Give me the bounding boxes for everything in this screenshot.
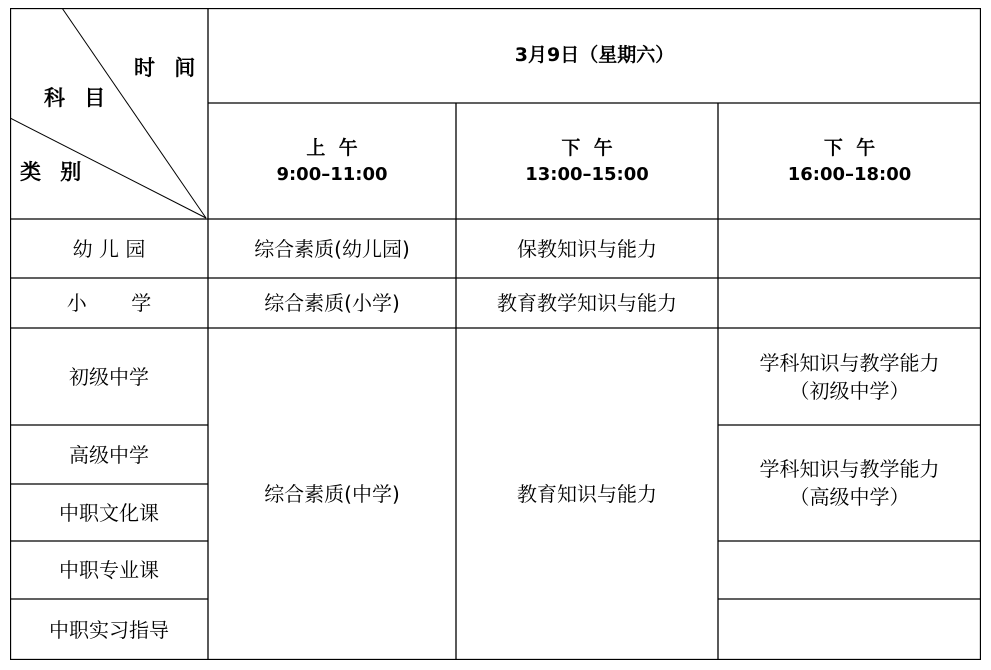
category-vocational-major: 中职专业课 <box>59 558 159 582</box>
junior-subject-knowledge <box>718 328 981 425</box>
category-vocational-culture: 中职文化课 <box>59 500 159 525</box>
session-name: 下 午 <box>561 137 613 160</box>
senior-subject-line1: 学科知识与教学能力 <box>759 457 940 481</box>
secondary-morning-subject: 综合素质(中学) <box>264 482 400 506</box>
corner-category-label: 类 别 <box>20 160 88 184</box>
junior-subject-line2: （初级中学） <box>789 378 910 403</box>
senior-subject-knowledge <box>718 425 981 541</box>
exam-schedule-table <box>10 8 981 660</box>
date-text: 3月9日（星期六） <box>514 44 675 67</box>
session-name: 上 午 <box>306 137 358 160</box>
senior-subject-line2: （高级中学） <box>789 485 910 509</box>
corner-time-label: 时 间 <box>134 56 202 80</box>
date-header <box>208 8 981 103</box>
session-name: 下 午 <box>823 137 876 160</box>
kindergarten-morning-subject: 综合素质(幼儿园) <box>254 236 410 261</box>
session-header-afternoon-1 <box>456 103 718 219</box>
session-time: 9:00–11:00 <box>276 163 388 185</box>
session-header-morning <box>208 103 456 219</box>
category-vocational-practice: 中职实习指导 <box>49 617 169 642</box>
session-time: 13:00–15:00 <box>525 163 649 185</box>
session-header-afternoon-2 <box>718 103 981 219</box>
session-time: 16:00–18:00 <box>787 163 912 185</box>
corner-subject-label: 科 目 <box>44 86 112 110</box>
primary-afternoon-subject: 教育教学知识与能力 <box>497 291 677 315</box>
category-primary: 小 学 <box>66 291 152 315</box>
category-kindergarten: 幼 儿 园 <box>72 236 146 261</box>
category-senior-middle: 高级中学 <box>69 442 149 467</box>
secondary-afternoon-subject: 教育知识与能力 <box>517 482 657 506</box>
kindergarten-afternoon-subject: 保教知识与能力 <box>517 236 657 261</box>
junior-subject-line1: 学科知识与教学能力 <box>759 350 940 375</box>
primary-morning-subject: 综合素质(小学) <box>264 291 400 315</box>
category-junior-middle: 初级中学 <box>69 364 149 389</box>
